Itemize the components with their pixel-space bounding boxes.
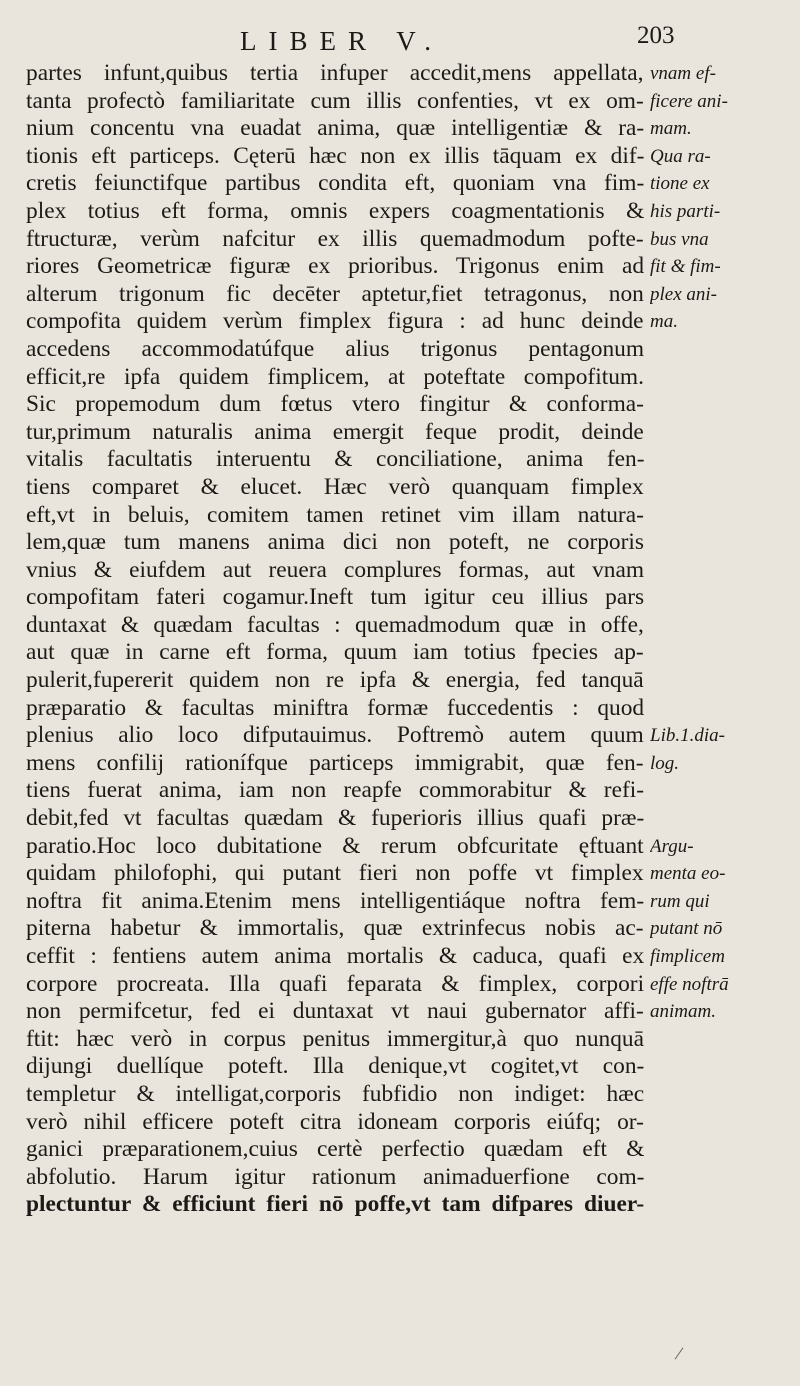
text-line: paratio.Hoc loco dubitatione & rerum obfcuritate ęftuant — [26, 832, 644, 859]
text-line: plex totius eft forma, omnis expers coagmentationis & — [26, 197, 644, 224]
text-line: lem,quæ tum manens anima dici non poteft, ne corporis — [26, 529, 644, 556]
main-text-block — [26, 60, 644, 1219]
text-line: corpore procreata. Illa quafi feparata & fimplex, corpori — [26, 970, 644, 997]
text-line: nium concentu vna euadat anima, quæ intelligentiæ & ra- — [26, 115, 644, 142]
text-line: vnius & eiufdem aut reuera complures formas, aut vnam — [26, 556, 644, 583]
text-line: ganici præparationem,cuius certè perfectio quædam eft & — [26, 1136, 644, 1163]
margin-line: animam. — [650, 1001, 716, 1023]
margin-note-argumenta — [650, 833, 798, 1026]
text-line: quidam philofophi, qui putant fieri non poffe vt fimplex — [26, 860, 644, 887]
running-head: LIBER V. — [240, 26, 444, 56]
text-line: debit,fed vt facultas quædam & fuperioris illius quafi præ- — [26, 805, 644, 832]
text-line: vitalis facultatis interuentu & conciliatione, anima fen- — [26, 446, 644, 473]
text-line: verò nihil efficere poteft citra idoneam corporis eiúfq; or- — [26, 1108, 644, 1135]
text-line: templetur & intelligat,corporis fubfidio non indiget: hæc — [26, 1080, 644, 1107]
text-line: plenius alio loco difputauimus. Poftremò autem quum — [26, 722, 644, 749]
text-line: ceffit : fentiens autem anima mortalis & caduca, quafi ex — [26, 943, 644, 969]
text-line: præparatio & facultas miniftra formæ fuccedentis : quod — [26, 694, 644, 721]
margin-line: tione ex — [650, 173, 710, 195]
margin-line: menta eo- — [650, 863, 726, 885]
margin-line: rum qui — [650, 890, 710, 912]
margin-note-citation — [650, 722, 798, 777]
margin-line: his parti- — [650, 200, 721, 222]
margin-line: effe noftrā — [650, 973, 729, 995]
text-line: abfolutio. Harum igitur rationum animaduerfione com- — [26, 1163, 644, 1190]
text-line: riores Geometricæ figuræ ex prioribus. Trigonus enim ad — [26, 253, 644, 280]
page-header — [0, 22, 800, 62]
margin-line: mam. — [650, 118, 692, 140]
margin-line: log. — [650, 752, 680, 774]
text-line: tur,primum naturalis anima emergit feque prodit, deinde — [26, 418, 644, 445]
text-line: alterum trigonum fic decēter aptetur,fiet tetragonus, non — [26, 280, 644, 307]
text-line: aut quæ in carne eft forma, quum iam totius fpecies ap- — [26, 639, 644, 666]
margin-line: ficere ani- — [650, 90, 728, 112]
margin-line: bus vna — [650, 228, 709, 250]
text-line: accedens accommodatúfque alius trigonus pentagonum — [26, 335, 644, 362]
text-line: eft,vt in beluis, comitem tamen retinet vim illam natura- — [26, 501, 644, 528]
text-line: mens confilij rationífque particeps immigrabit, quæ fen- — [26, 749, 644, 776]
text-line: efficit,re ipfa quidem fimplicem, at poteftate compofitum. — [26, 363, 644, 390]
margin-line: Argu- — [650, 835, 694, 857]
margin-line: ma. — [650, 311, 678, 333]
margin-line: Lib.1.dia- — [650, 725, 725, 747]
margin-line: vnam ef- — [650, 63, 716, 84]
margin-note-qua-ratione — [650, 143, 798, 336]
text-line: pulerit,fupererit quidem non re ipfa & energia, fed tanquā — [26, 667, 644, 694]
margin-line: putant nō — [650, 918, 723, 940]
margin-note-vnam — [650, 60, 798, 143]
margin-line: Qua ra- — [650, 145, 711, 167]
text-line: tanta profectò familiaritate cum illis confenties, vt ex om- — [26, 87, 644, 114]
text-line: non permifcetur, fed ei duntaxat vt naui gubernator affi- — [26, 998, 644, 1025]
text-line: dijungi duellíque poteft. Illa denique,vt cogitet,vt con- — [26, 1053, 644, 1080]
text-line: piterna habetur & immortalis, quæ extrinfecus nobis ac- — [26, 915, 644, 942]
text-line: tiens fuerat anima, iam non reapfe commorabitur & refi- — [26, 777, 644, 804]
text-line: duntaxat & quædam facultas : quemadmodum quæ in offe, — [26, 611, 644, 638]
text-line: tionis eft particeps. Cęterū hæc non ex illis tāquam ex dif- — [26, 142, 644, 169]
text-line: plectuntur & efficiunt fieri nō poffe,vt tam difpares diuer- — [26, 1191, 644, 1218]
text-line: Sic propemodum dum fœtus vtero fingitur & conforma- — [26, 391, 644, 418]
stray-pen-mark — [675, 1347, 684, 1359]
text-line: compofitam fateri cogamur.Ineft tum igitur ceu illius pars — [26, 584, 644, 611]
text-line: ftit: hæc verò in corpus penitus immergitur,à quo nunquā — [26, 1025, 644, 1052]
text-line: tiens comparet & elucet. Hæc verò quanquam fimplex — [26, 473, 644, 500]
margin-line: plex ani- — [650, 283, 718, 305]
text-line: cretis feiunctifque partibus condita eft, quoniam vna fim- — [26, 170, 644, 197]
text-line: partes infunt,quibus tertia infuper accedit,mens appellata, — [26, 60, 644, 86]
margin-line: fimplicem — [650, 946, 725, 967]
text-line: noftra fit anima.Etenim mens intelligentiáque noftra fem- — [26, 887, 644, 914]
page-number: 203 — [637, 22, 675, 49]
text-line: ftructuræ, verùm nafcitur ex illis quemadmodum pofte- — [26, 225, 644, 252]
margin-line: fit & fim- — [650, 256, 721, 278]
margin-notes — [650, 60, 798, 1026]
text-line: compofita quidem verùm fimplex figura : ad hunc deinde — [26, 308, 644, 335]
